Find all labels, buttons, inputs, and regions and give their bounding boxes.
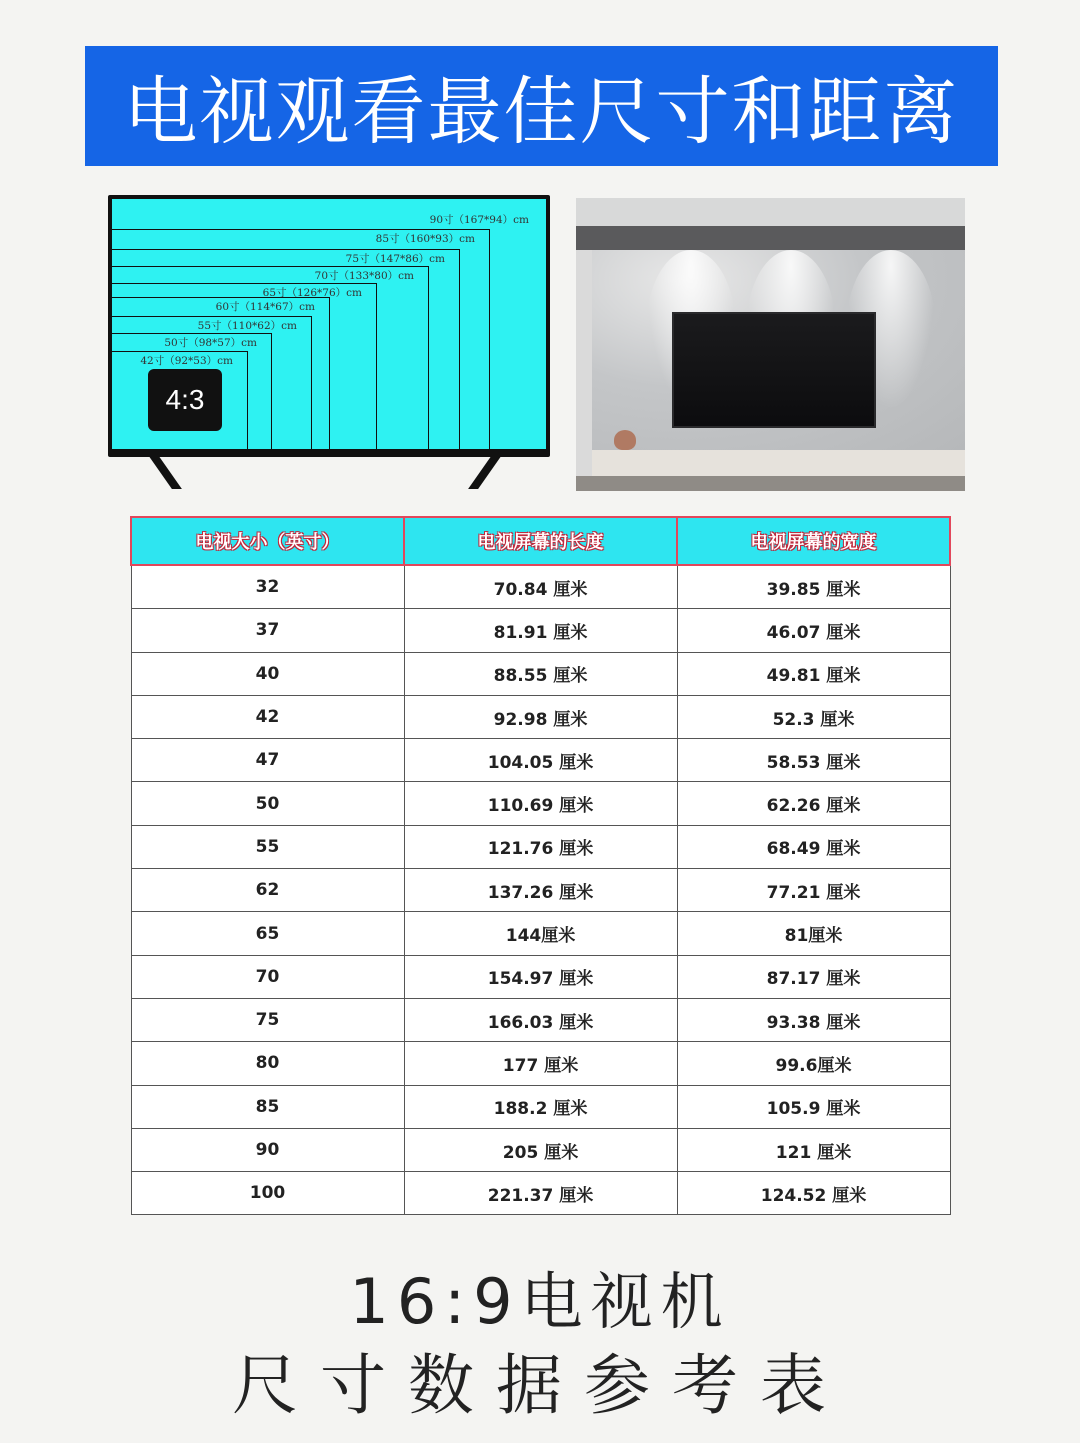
- cell-size: 80: [131, 1042, 404, 1085]
- table-row: [131, 1085, 950, 1128]
- table-row: [131, 912, 950, 955]
- table-row: [131, 1042, 950, 1085]
- living-room-photo: [576, 198, 965, 491]
- cell-width: 49.81 厘米: [677, 652, 950, 695]
- table-header-row: [131, 517, 950, 565]
- cell-width: 39.85 厘米: [677, 565, 950, 609]
- cell-width: 93.38 厘米: [677, 998, 950, 1041]
- cell-width: 52.3 厘米: [677, 695, 950, 738]
- cell-width: 68.49 厘米: [677, 825, 950, 868]
- cell-length: 110.69 厘米: [404, 782, 677, 825]
- cell-width: 58.53 厘米: [677, 739, 950, 782]
- cell-length: 92.98 厘米: [404, 695, 677, 738]
- cell-length: 70.84 厘米: [404, 565, 677, 609]
- size-label: 85寸（160*93）cm: [375, 233, 475, 245]
- table-row: [131, 998, 950, 1041]
- cell-length: 205 厘米: [404, 1128, 677, 1171]
- cell-width: 105.9 厘米: [677, 1085, 950, 1128]
- table-row: [131, 652, 950, 695]
- header-tv-size: 电视大小（英寸）: [131, 517, 404, 565]
- cell-length: 188.2 厘米: [404, 1085, 677, 1128]
- cell-size: 90: [131, 1128, 404, 1171]
- cell-size: 62: [131, 869, 404, 912]
- cell-size: 42: [131, 695, 404, 738]
- table-row: [131, 825, 950, 868]
- cell-length: 154.97 厘米: [404, 955, 677, 998]
- header-screen-width: 电视屏幕的宽度: [677, 517, 950, 565]
- caption-line1: 16:9电视机: [349, 1265, 731, 1338]
- cell-width: 46.07 厘米: [677, 609, 950, 652]
- cell-width: 77.21 厘米: [677, 869, 950, 912]
- cell-length: 121.76 厘米: [404, 825, 677, 868]
- size-label: 70寸（133*80）cm: [314, 270, 414, 282]
- tv-cabinet: [592, 450, 965, 476]
- table-row: [131, 739, 950, 782]
- cell-size: 100: [131, 1172, 404, 1215]
- wall-tv: [672, 312, 876, 428]
- table-row: [131, 782, 950, 825]
- size-label: 65寸（126*76）cm: [262, 287, 362, 299]
- cell-length: 221.37 厘米: [404, 1172, 677, 1215]
- cell-width: 87.17 厘米: [677, 955, 950, 998]
- cell-size: 65: [131, 912, 404, 955]
- cell-length: 177 厘米: [404, 1042, 677, 1085]
- cell-size: 47: [131, 739, 404, 782]
- cell-width: 121 厘米: [677, 1128, 950, 1171]
- tv-size-table: [130, 516, 951, 1215]
- tv-size-diagram: [108, 195, 550, 457]
- cell-size: 85: [131, 1085, 404, 1128]
- size-label: 55寸（110*62）cm: [197, 320, 297, 332]
- cell-length: 88.55 厘米: [404, 652, 677, 695]
- cell-length: 137.26 厘米: [404, 869, 677, 912]
- table-row: [131, 955, 950, 998]
- cell-width: 99.6厘米: [677, 1042, 950, 1085]
- cell-size: 75: [131, 998, 404, 1041]
- tv-leg-right: [468, 455, 502, 489]
- cell-size: 55: [131, 825, 404, 868]
- size-label: 90寸（167*94）cm: [429, 214, 529, 226]
- tv-leg-left: [148, 455, 182, 489]
- cell-size: 32: [131, 565, 404, 609]
- size-label: 75寸（147*86）cm: [345, 253, 445, 265]
- table-row: [131, 565, 950, 609]
- cell-size: 37: [131, 609, 404, 652]
- table-row: [131, 609, 950, 652]
- cell-length: 166.03 厘米: [404, 998, 677, 1041]
- vase: [614, 430, 636, 450]
- table-row: [131, 869, 950, 912]
- cell-size: 40: [131, 652, 404, 695]
- table-row: [131, 1128, 950, 1171]
- size-label: 42寸（92*53）cm: [140, 355, 233, 367]
- cell-width: 81厘米: [677, 912, 950, 955]
- header-screen-length: 电视屏幕的长度: [404, 517, 677, 565]
- caption-line2: 尺寸数据参考表: [232, 1347, 848, 1424]
- cell-length: 104.05 厘米: [404, 739, 677, 782]
- size-label: 60寸（114*67）cm: [215, 301, 315, 313]
- table-row: [131, 695, 950, 738]
- tv-screen: [112, 199, 546, 449]
- cell-length: 144厘米: [404, 912, 677, 955]
- cell-length: 81.91 厘米: [404, 609, 677, 652]
- aspect-ratio-badge: 4:3: [148, 369, 222, 431]
- cell-width: 62.26 厘米: [677, 782, 950, 825]
- size-label: 50寸（98*57）cm: [164, 337, 257, 349]
- page-title: 电视观看最佳尺寸和距离: [85, 46, 998, 166]
- cell-size: 70: [131, 955, 404, 998]
- table-row: [131, 1172, 950, 1215]
- cell-size: 50: [131, 782, 404, 825]
- cell-width: 124.52 厘米: [677, 1172, 950, 1215]
